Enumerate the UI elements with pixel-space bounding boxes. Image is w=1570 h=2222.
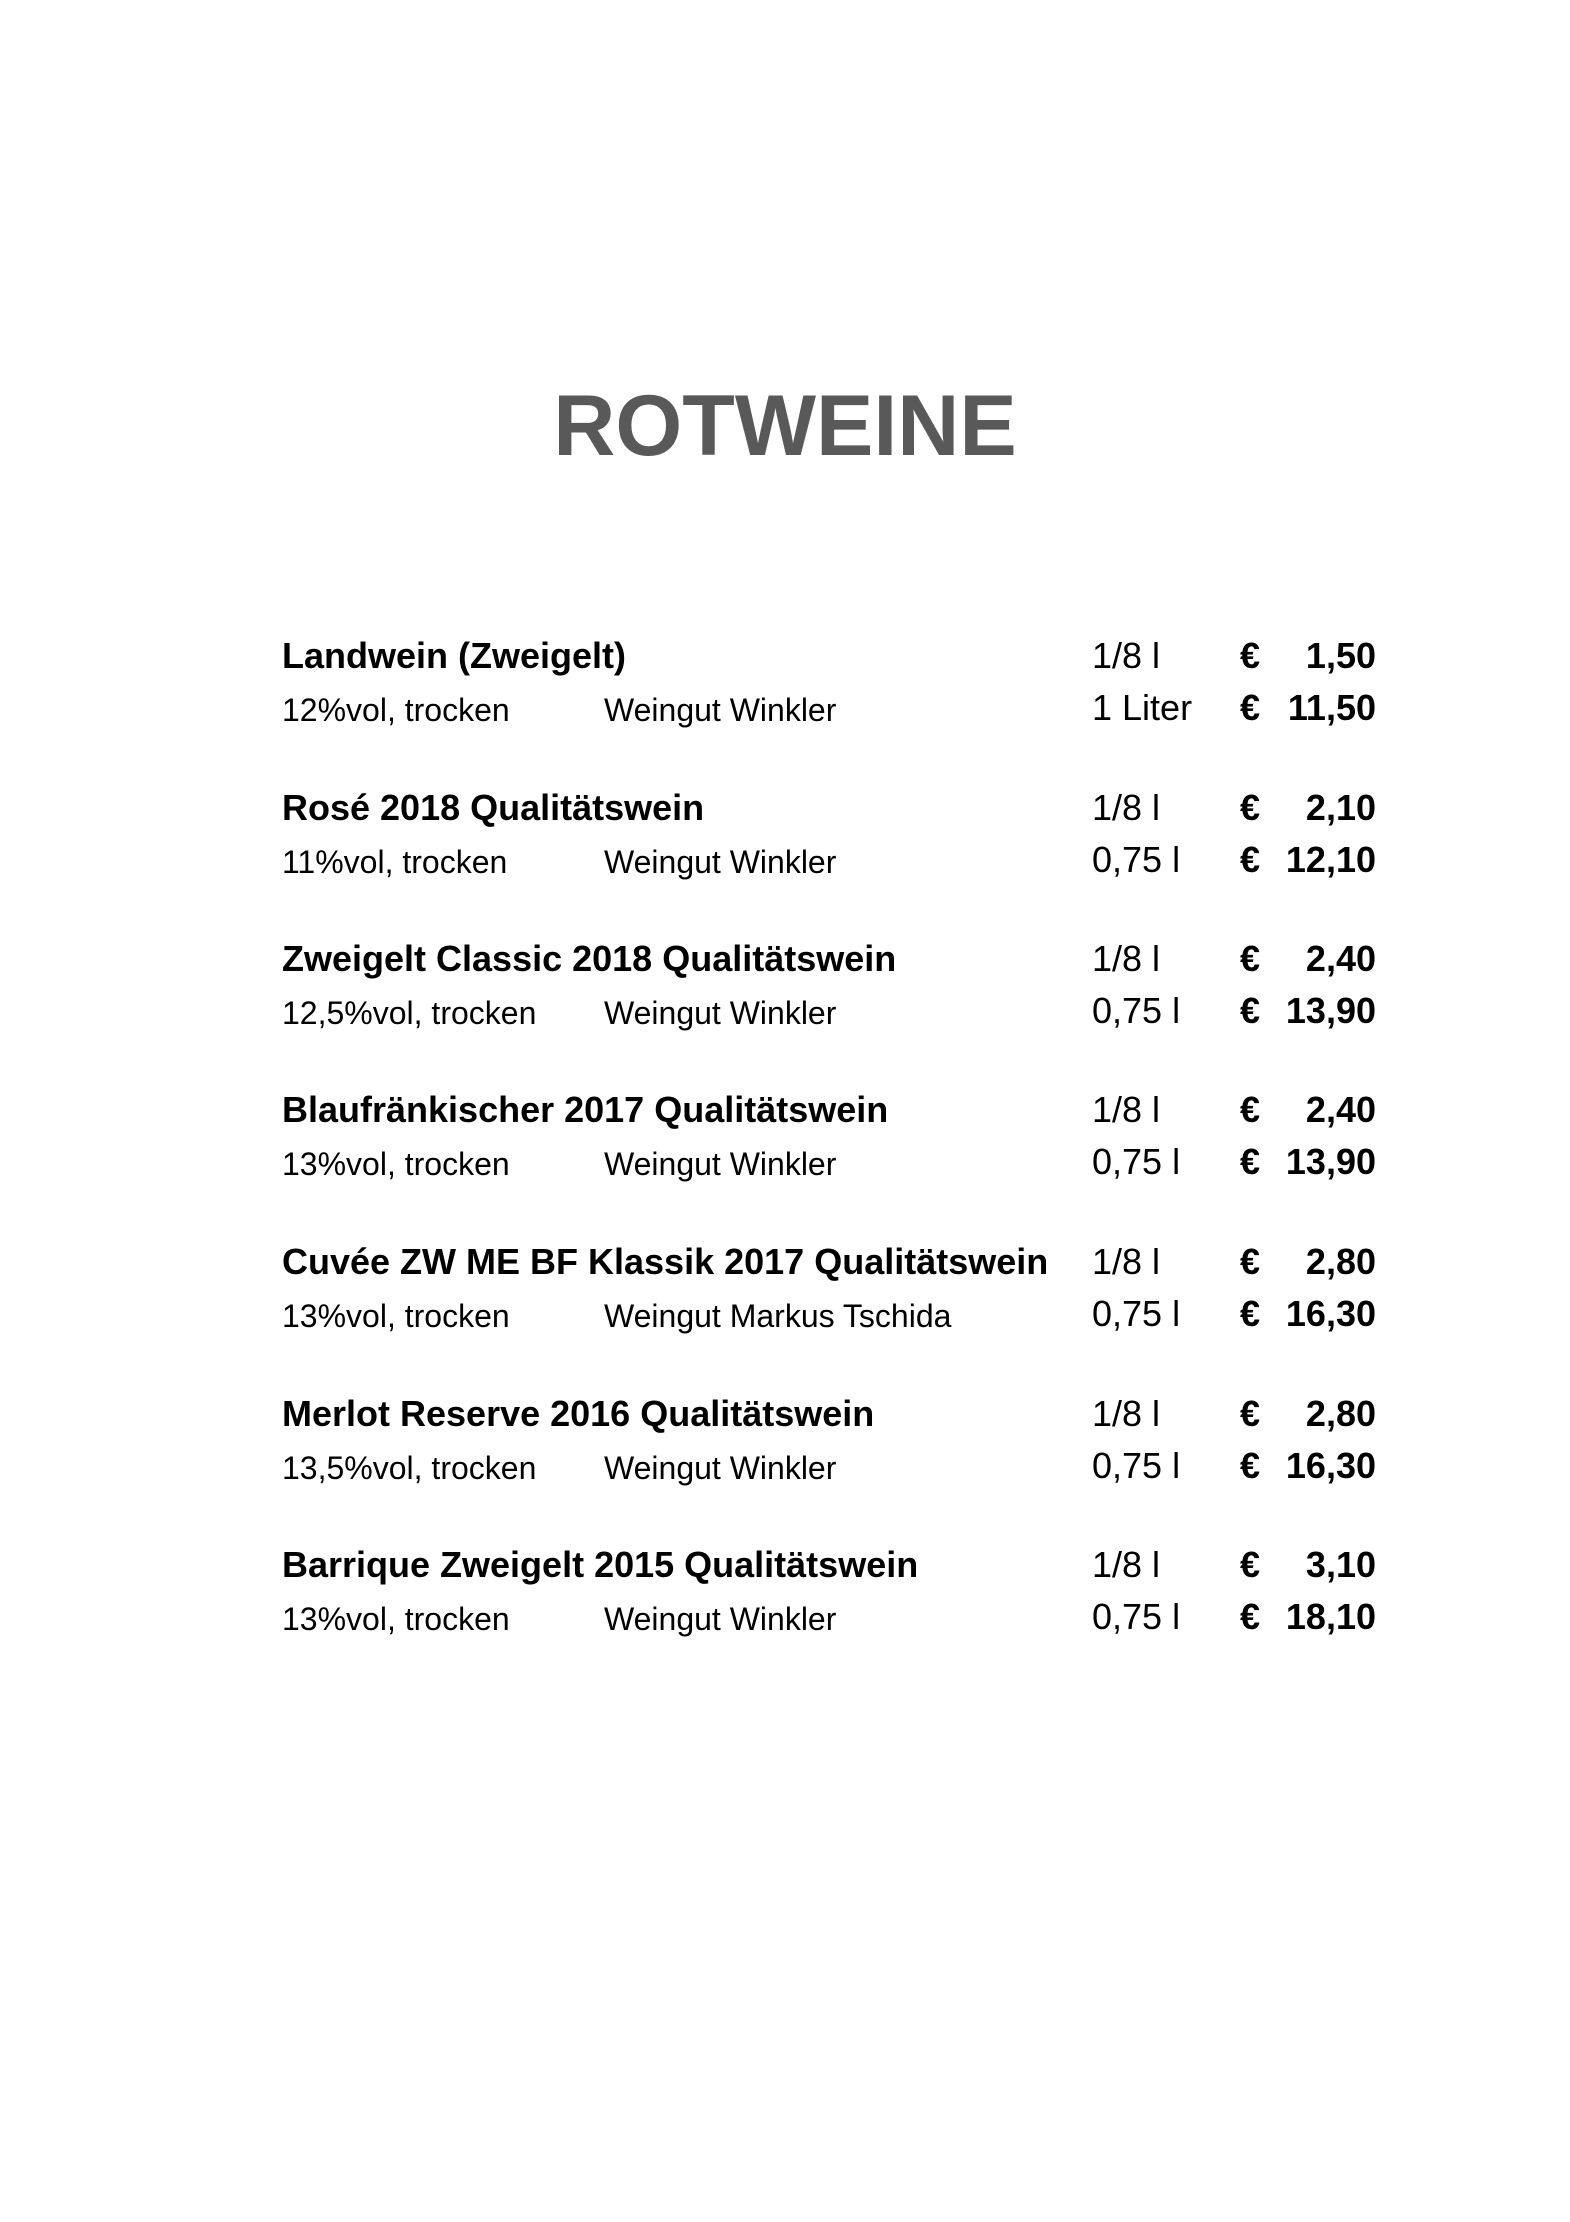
glass-price: 2,10 — [1305, 787, 1376, 828]
currency-symbol: € — [1240, 1293, 1261, 1334]
wine-entry — [0, 935, 1570, 1045]
wine-producer: Weingut Winkler — [604, 1146, 837, 1182]
wine-producer: Weingut Winkler — [604, 1601, 837, 1637]
currency-symbol: € — [1240, 1445, 1261, 1486]
currency-symbol: € — [1240, 787, 1261, 828]
page-title: ROTWEINE — [553, 378, 1017, 474]
currency-symbol: € — [1240, 687, 1261, 728]
glass-volume: 1/8 l — [1092, 1089, 1161, 1130]
glass-volume: 1/8 l — [1092, 938, 1161, 979]
wine-producer: Weingut Winkler — [604, 844, 837, 880]
wine-entry — [0, 1238, 1570, 1348]
currency-symbol: € — [1240, 1596, 1261, 1637]
bottle-price: 13,90 — [1285, 1141, 1376, 1182]
wine-details: 13%vol, trocken — [282, 1298, 510, 1334]
wine-bottle-row — [0, 1138, 1570, 1186]
wine-bottle-row — [0, 1290, 1570, 1338]
wine-bottle-row — [0, 1442, 1570, 1490]
bottle-volume: 0,75 l — [1092, 839, 1181, 880]
wine-glass-row — [0, 1541, 1570, 1589]
bottle-volume: 0,75 l — [1092, 1293, 1181, 1334]
wine-glass-row — [0, 784, 1570, 832]
bottle-price: 16,30 — [1285, 1445, 1376, 1486]
currency-symbol: € — [1240, 1393, 1261, 1434]
glass-price: 2,40 — [1305, 1089, 1376, 1130]
bottle-volume: 0,75 l — [1092, 1445, 1181, 1486]
wine-name: Cuvée ZW ME BF Klassik 2017 Qualitätswein — [282, 1241, 1049, 1282]
glass-price: 1,50 — [1305, 635, 1376, 676]
currency-symbol: € — [1240, 1241, 1261, 1282]
currency-symbol: € — [1240, 635, 1261, 676]
wine-glass-row — [0, 935, 1570, 983]
glass-volume: 1/8 l — [1092, 1241, 1161, 1282]
currency-symbol: € — [1240, 1141, 1261, 1182]
wine-details: 11%vol, trocken — [282, 844, 508, 880]
glass-price: 3,10 — [1305, 1544, 1376, 1585]
wine-details: 12%vol, trocken — [282, 692, 510, 728]
bottle-volume: 0,75 l — [1092, 1141, 1181, 1182]
wine-producer: Weingut Winkler — [604, 995, 837, 1031]
wine-details: 12,5%vol, trocken — [282, 995, 537, 1031]
wine-entry — [0, 784, 1570, 894]
wine-name: Blaufränkischer 2017 Qualitätswein — [282, 1089, 889, 1130]
glass-price: 2,40 — [1305, 938, 1376, 979]
bottle-price: 18,10 — [1285, 1596, 1376, 1637]
bottle-price: 12,10 — [1285, 839, 1376, 880]
glass-volume: 1/8 l — [1092, 1544, 1161, 1585]
wine-producer: Weingut Markus Tschida — [604, 1298, 952, 1334]
wine-bottle-row — [0, 987, 1570, 1035]
glass-volume: 1/8 l — [1092, 787, 1161, 828]
wine-glass-row — [0, 1086, 1570, 1134]
currency-symbol: € — [1240, 839, 1261, 880]
wine-entry — [0, 632, 1570, 742]
wine-producer: Weingut Winkler — [604, 692, 837, 728]
wine-glass-row — [0, 1238, 1570, 1286]
bottle-price: 16,30 — [1285, 1293, 1376, 1334]
wine-name: Merlot Reserve 2016 Qualitätswein — [282, 1393, 875, 1434]
wine-name: Barrique Zweigelt 2015 Qualitätswein — [282, 1544, 919, 1585]
glass-volume: 1/8 l — [1092, 635, 1161, 676]
wine-bottle-row — [0, 684, 1570, 732]
bottle-price: 11,50 — [1287, 687, 1376, 728]
wine-entry — [0, 1390, 1570, 1500]
glass-price: 2,80 — [1305, 1241, 1376, 1282]
wine-name: Rosé 2018 Qualitätswein — [282, 787, 705, 828]
wine-bottle-row — [0, 1593, 1570, 1641]
wine-details: 13,5%vol, trocken — [282, 1450, 537, 1486]
wine-glass-row — [0, 1390, 1570, 1438]
bottle-volume: 1 Liter — [1092, 687, 1193, 728]
wine-entry — [0, 1541, 1570, 1651]
wine-name: Zweigelt Classic 2018 Qualitätswein — [282, 938, 897, 979]
wine-glass-row — [0, 632, 1570, 680]
currency-symbol: € — [1240, 1089, 1261, 1130]
glass-volume: 1/8 l — [1092, 1393, 1161, 1434]
wine-name: Landwein (Zweigelt) — [282, 635, 627, 676]
bottle-volume: 0,75 l — [1092, 1596, 1181, 1637]
currency-symbol: € — [1240, 938, 1261, 979]
bottle-volume: 0,75 l — [1092, 990, 1181, 1031]
wine-producer: Weingut Winkler — [604, 1450, 837, 1486]
currency-symbol: € — [1240, 1544, 1261, 1585]
wine-details: 13%vol, trocken — [282, 1146, 510, 1182]
currency-symbol: € — [1240, 990, 1261, 1031]
wine-bottle-row — [0, 836, 1570, 884]
wine-details: 13%vol, trocken — [282, 1601, 510, 1637]
wine-entry — [0, 1086, 1570, 1196]
bottle-price: 13,90 — [1285, 990, 1376, 1031]
glass-price: 2,80 — [1305, 1393, 1376, 1434]
